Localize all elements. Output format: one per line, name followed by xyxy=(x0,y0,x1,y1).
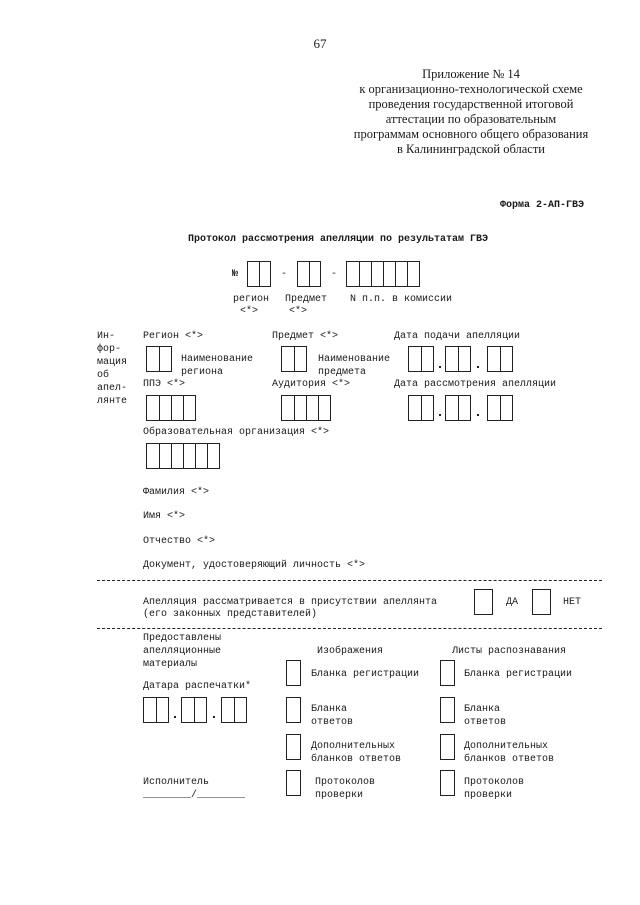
recognition-protocols-label: Протоколов проверки xyxy=(464,777,525,801)
header-line: к организационно-технологической схеме xyxy=(359,82,583,96)
recognition-additional-checkbox[interactable] xyxy=(440,734,455,760)
label-region: регион xyxy=(233,294,270,305)
filing-date-month[interactable] xyxy=(445,346,471,372)
form-title: Протокол рассмотрения апелляции по результатам ГВЭ xyxy=(188,234,489,245)
image-answers-label: Бланка ответов xyxy=(311,704,354,728)
executor-signature-line[interactable]: ________/________ xyxy=(143,790,246,801)
image-additional-label: Дополнительных бланков ответов xyxy=(311,741,402,765)
applicant-info-side-label: Ин- фор- мация об апел- лянте xyxy=(97,331,128,407)
image-protocols-label: Протоколов проверки xyxy=(315,777,376,801)
recognition-registration-label: Бланка регистрации xyxy=(464,669,573,680)
date-separator xyxy=(439,414,441,416)
executor-label: Исполнитель xyxy=(143,777,210,788)
image-additional-checkbox[interactable] xyxy=(286,734,301,760)
ppe-boxes[interactable] xyxy=(146,395,196,421)
id-document-label: Документ, удостоверяющий личность <*> xyxy=(143,560,366,571)
ppe-label: ППЭ <*> xyxy=(143,379,186,390)
recognition-additional-label: Дополнительных бланков ответов xyxy=(464,741,555,765)
form-code: Форма 2-АП-ГВЭ xyxy=(500,200,585,211)
image-answers-checkbox[interactable] xyxy=(286,697,301,723)
filing-date-day[interactable] xyxy=(408,346,434,372)
recognition-answers-label: Бланка ответов xyxy=(464,704,507,728)
region-code-boxes[interactable] xyxy=(247,261,271,287)
yes-label: ДА xyxy=(506,597,519,608)
presence-subtext: (его законных представителей) xyxy=(143,609,318,620)
header-line: программам основного общего образования xyxy=(353,127,589,141)
auditorium-boxes[interactable] xyxy=(281,395,331,421)
region-name-label: Наименование региона xyxy=(181,354,254,378)
dash-1: - xyxy=(281,269,288,280)
print-date-day[interactable] xyxy=(143,697,169,723)
header-line: проведения государственной итоговой xyxy=(368,97,574,111)
presence-text: Апелляция рассматривается в присутствии апеллянта xyxy=(143,597,438,608)
footnote-marker: <*> xyxy=(240,306,259,317)
subject-boxes[interactable] xyxy=(281,346,307,372)
page-number: 67 xyxy=(313,36,327,51)
filing-date-year[interactable] xyxy=(487,346,513,372)
filing-date-label: Дата подачи апелляции xyxy=(394,331,521,342)
label-subject: Предмет xyxy=(285,294,328,305)
date-separator xyxy=(477,366,479,368)
date-separator xyxy=(174,716,176,718)
surname-label: Фамилия <*> xyxy=(143,487,210,498)
date-separator xyxy=(477,414,479,416)
recognition-registration-checkbox[interactable] xyxy=(440,660,455,686)
header-line: аттестации по образовательным xyxy=(385,112,557,126)
recognition-answers-checkbox[interactable] xyxy=(440,697,455,723)
image-registration-checkbox[interactable] xyxy=(286,660,301,686)
image-registration-label: Бланка регистрации xyxy=(311,669,420,680)
patronymic-label: Отчество <*> xyxy=(143,536,216,547)
recognition-protocols-checkbox[interactable] xyxy=(440,770,455,796)
review-date-year[interactable] xyxy=(487,395,513,421)
no-checkbox[interactable] xyxy=(532,589,551,615)
subject-label: Предмет <*> xyxy=(272,331,339,342)
review-date-day[interactable] xyxy=(408,395,434,421)
date-separator xyxy=(439,366,441,368)
first-name-label: Имя <*> xyxy=(143,511,186,522)
subject-code-boxes[interactable] xyxy=(297,261,321,287)
print-date-year[interactable] xyxy=(221,697,247,723)
print-date-label: Датара распечатки* xyxy=(143,681,252,692)
review-date-month[interactable] xyxy=(445,395,471,421)
recognition-column-header: Листы распознавания xyxy=(452,646,567,657)
sequence-number-boxes[interactable] xyxy=(346,261,420,287)
organization-label: Образовательная организация <*> xyxy=(143,427,330,438)
image-protocols-checkbox[interactable] xyxy=(286,770,301,796)
footnote-marker: <*> xyxy=(289,306,308,317)
region-label: Регион <*> xyxy=(143,331,204,342)
materials-provided-label: Предоставлены апелляционные материалы xyxy=(143,633,222,670)
review-date-label: Дата рассмотрения апелляции xyxy=(394,379,557,390)
dash-2: - xyxy=(331,269,338,280)
organization-boxes[interactable] xyxy=(146,443,220,469)
section-divider xyxy=(97,580,602,581)
header-line: Приложение № 14 xyxy=(422,67,520,81)
region-boxes[interactable] xyxy=(146,346,172,372)
section-divider xyxy=(97,628,602,629)
label-seq-number: N п.п. в комиссии xyxy=(350,294,453,305)
appendix-header xyxy=(340,67,602,157)
yes-checkbox[interactable] xyxy=(474,589,493,615)
print-date-month[interactable] xyxy=(181,697,207,723)
number-sign: № xyxy=(232,269,239,280)
header-line: в Калининградской области xyxy=(397,142,545,156)
auditorium-label: Аудитория <*> xyxy=(272,379,351,390)
subject-name-label: Наименование предмета xyxy=(318,354,391,378)
no-label: НЕТ xyxy=(563,597,582,608)
date-separator xyxy=(213,716,215,718)
images-column-header: Изображения xyxy=(317,646,384,657)
